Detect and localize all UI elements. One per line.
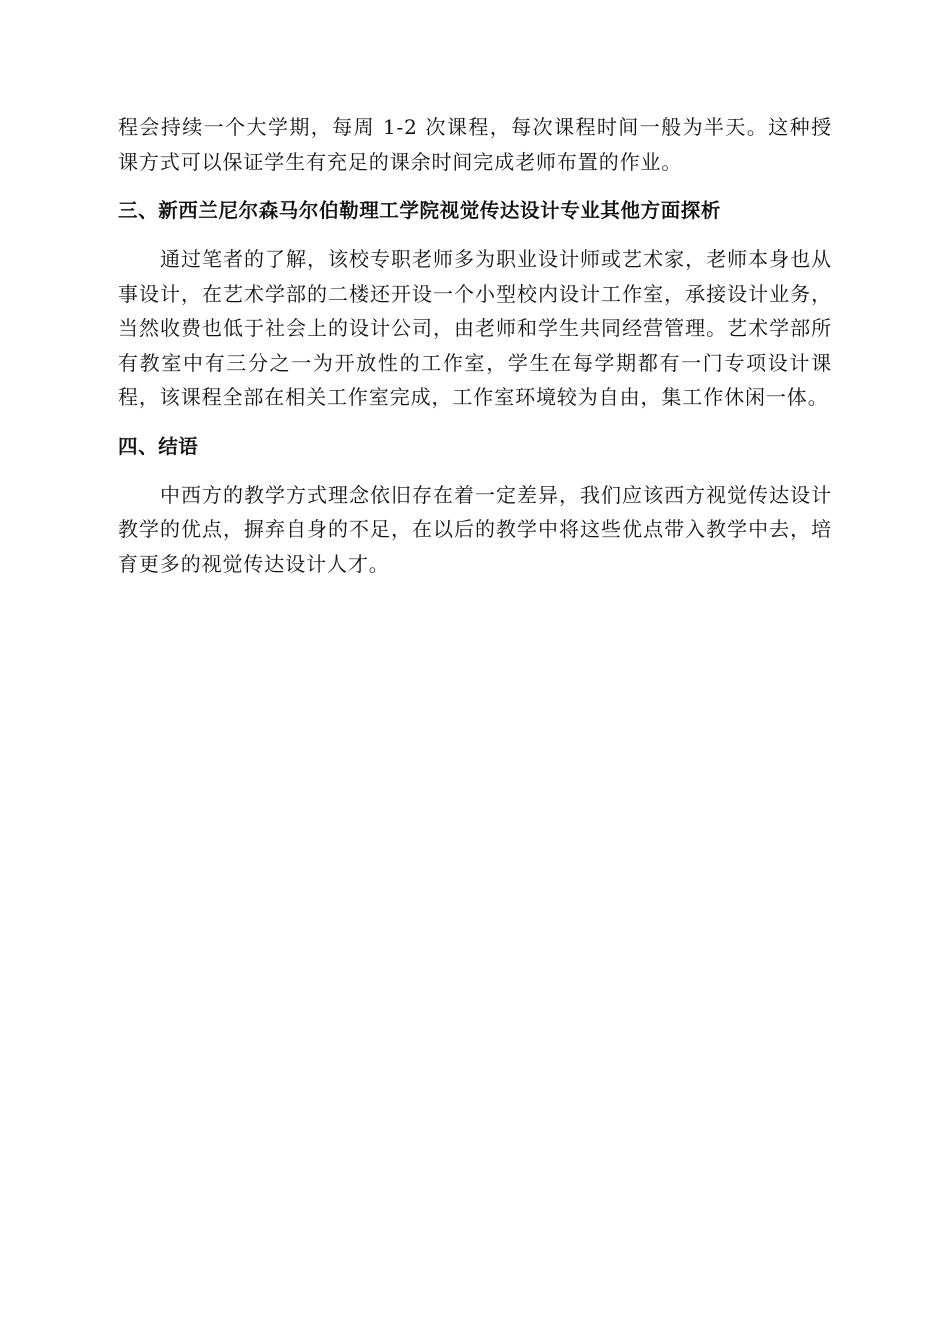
section-three — [118, 194, 832, 415]
intro-paragraph: 程会持续一个大学期，每周 1-2 次课程，每次课程时间一般为半天。这种授课方式可以保证学生有充足的课余时间完成老师布置的作业。 — [118, 115, 832, 174]
section-four — [118, 430, 832, 582]
section-four-heading: 四、结语 — [118, 434, 199, 458]
section-three-heading: 三、新西兰尼尔森马尔伯勒理工学院视觉传达设计专业其他方面探析 — [118, 199, 722, 222]
section-three-paragraph: 通过笔者的了解，该校专职老师多为职业设计师或艺术家，老师本身也从事设计，在艺术学部的二楼还开设一个小型校内设计工作室，承接设计业务，当然收费也低于社会上的设计公司，由老师和学生共同经营管理。艺术学部所有教室中有三分之一为开放性的工作室，学生在每学期都有一门专项设计课程，该课程全部在相关工作室完成，工作室环境较为自由，集工作休闲一体。 — [118, 247, 832, 409]
section-four-paragraph: 中西方的教学方式理念依旧存在着一定差异，我们应该西方视觉传达设计教学的优点，摒弃自身的不足，在以后的教学中将这些优点带入教学中去，培育更多的视觉传达设计人才。 — [118, 482, 832, 576]
